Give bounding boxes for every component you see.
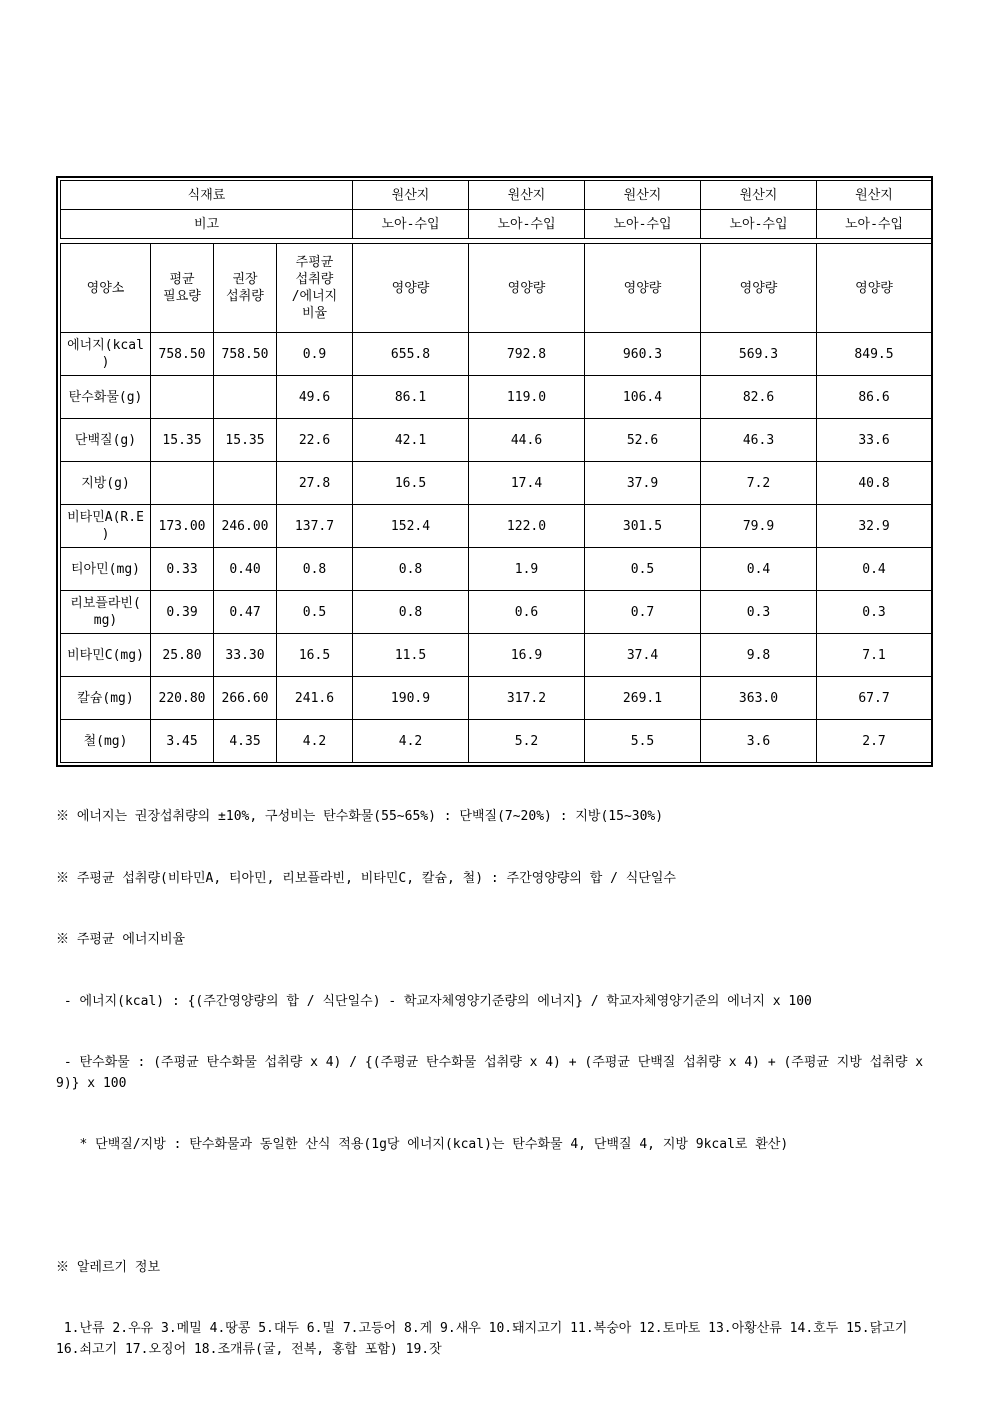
- nutrient-value: 17.4: [469, 462, 585, 505]
- nutrition-row: [61, 634, 932, 677]
- nutrient-value: 849.5: [817, 333, 932, 376]
- nutrition-row: [61, 333, 932, 376]
- nutrition-header-cell: 권장 섭취량: [214, 244, 277, 333]
- nutrient-value: 2.7: [817, 720, 932, 763]
- nutrient-name: 단백질(g): [61, 419, 151, 462]
- nutrient-value: 5.2: [469, 720, 585, 763]
- nutrient-value: 3.6: [701, 720, 817, 763]
- nutrient-value: 32.9: [817, 505, 932, 548]
- nutrient-value: 0.8: [277, 548, 353, 591]
- nutrition-row: [61, 376, 932, 419]
- nutrition-header-cell: 영양량: [353, 244, 469, 333]
- remarks-cell: 노아-수입: [353, 210, 469, 239]
- nutrient-value: 173.00: [151, 505, 214, 548]
- ingredient-label: 식재료: [61, 181, 353, 210]
- nutrient-value: 9.8: [701, 634, 817, 677]
- nutrient-value: 25.80: [151, 634, 214, 677]
- nutrient-value: 79.9: [701, 505, 817, 548]
- nutrient-value: 49.6: [277, 376, 353, 419]
- nutrient-value: 363.0: [701, 677, 817, 720]
- nutrition-row: [61, 591, 932, 634]
- nutrient-value: [214, 376, 277, 419]
- nutrient-value: 3.45: [151, 720, 214, 763]
- nutrient-value: 137.7: [277, 505, 353, 548]
- nutrient-value: 0.5: [277, 591, 353, 634]
- remarks-row: [61, 210, 932, 239]
- nutrient-value: 16.5: [277, 634, 353, 677]
- ingredient-row: [61, 181, 932, 210]
- nutrition-header-cell: 영양량: [585, 244, 701, 333]
- remarks-cell: 노아-수입: [585, 210, 701, 239]
- nutrient-value: 82.6: [701, 376, 817, 419]
- nutrient-value: 0.3: [701, 591, 817, 634]
- remarks-cell: 노아-수입: [469, 210, 585, 239]
- note-protein-fat: * 단백질/지방 : 탄수화물과 동일한 산식 적용(1g당 에너지(kcal)는 탄수화물 4, 단백질 4, 지방 9kcal로 환산): [56, 1137, 789, 1152]
- nutrient-value: 655.8: [353, 333, 469, 376]
- nutrient-value: 7.1: [817, 634, 932, 677]
- remarks-cell: 노아-수입: [701, 210, 817, 239]
- nutrient-name: 에너지(kcal ): [61, 333, 151, 376]
- nutrient-name: 리보플라빈( mg): [61, 591, 151, 634]
- nutrient-value: 0.8: [353, 591, 469, 634]
- nutrient-value: 960.3: [585, 333, 701, 376]
- origin-cell: 원산지: [353, 181, 469, 210]
- nutrient-value: 246.00: [214, 505, 277, 548]
- nutrition-row: [61, 720, 932, 763]
- nutrient-name: 비타민C(mg): [61, 634, 151, 677]
- nutrient-value: 269.1: [585, 677, 701, 720]
- nutrition-table: [60, 243, 932, 763]
- origin-cell: 원산지: [701, 181, 817, 210]
- nutrient-name: 철(mg): [61, 720, 151, 763]
- nutrient-value: 0.8: [353, 548, 469, 591]
- nutrient-value: 16.5: [353, 462, 469, 505]
- nutrient-value: 44.6: [469, 419, 585, 462]
- nutrient-value: 1.9: [469, 548, 585, 591]
- nutrition-row: [61, 462, 932, 505]
- nutrient-value: 317.2: [469, 677, 585, 720]
- nutrient-value: 758.50: [214, 333, 277, 376]
- nutrient-value: 0.3: [817, 591, 932, 634]
- notes-section: [56, 766, 936, 1381]
- nutrient-value: 33.6: [817, 419, 932, 462]
- nutrient-value: 0.4: [817, 548, 932, 591]
- nutrient-value: 7.2: [701, 462, 817, 505]
- nutrient-value: 5.5: [585, 720, 701, 763]
- origin-cell: 원산지: [817, 181, 932, 210]
- nutrient-value: 52.6: [585, 419, 701, 462]
- nutrient-value: 16.9: [469, 634, 585, 677]
- nutrient-name: 칼슘(mg): [61, 677, 151, 720]
- nutrient-value: 0.47: [214, 591, 277, 634]
- nutrient-value: 0.39: [151, 591, 214, 634]
- nutrient-name: 지방(g): [61, 462, 151, 505]
- nutrition-header-cell: 영양량: [701, 244, 817, 333]
- nutrient-value: 792.8: [469, 333, 585, 376]
- nutrient-value: 0.7: [585, 591, 701, 634]
- nutrition-header-cell: 영양소: [61, 244, 151, 333]
- nutrient-value: 220.80: [151, 677, 214, 720]
- nutrient-value: 86.6: [817, 376, 932, 419]
- note-carb-formula: - 탄수화물 : (주평균 탄수화물 섭취량 x 4) / {(주평균 탄수화물 섭취량 x 4) + (주평균 단백질 섭취량 x 4) + (주평균 지방 섭취량 x 9)} x 100: [56, 1055, 931, 1091]
- menu-table-frame: [56, 176, 933, 767]
- nutrient-value: 122.0: [469, 505, 585, 548]
- remarks-cell: 노아-수입: [817, 210, 932, 239]
- nutrient-value: [214, 462, 277, 505]
- nutrient-value: 0.9: [277, 333, 353, 376]
- nutrition-header-cell: 주평균 섭취량 /에너지 비율: [277, 244, 353, 333]
- nutrient-value: 40.8: [817, 462, 932, 505]
- nutrient-value: 569.3: [701, 333, 817, 376]
- nutrient-value: 266.60: [214, 677, 277, 720]
- nutrient-value: 86.1: [353, 376, 469, 419]
- nutrition-row: [61, 677, 932, 720]
- note-weekly-intake: ※ 주평균 섭취량(비타민A, 티아민, 리보플라빈, 비타민C, 칼슘, 철) : 주간영양량의 합 / 식단일수: [56, 870, 676, 886]
- nutrient-value: 42.1: [353, 419, 469, 462]
- nutrient-value: 4.2: [277, 720, 353, 763]
- nutrient-value: 11.5: [353, 634, 469, 677]
- nutrient-value: 33.30: [214, 634, 277, 677]
- nutrient-value: 241.6: [277, 677, 353, 720]
- note-energy-formula: - 에너지(kcal) : {(주간영양량의 합 / 식단일수) - 학교자체영양기준량의 에너지} / 학교자체영양기준의 에너지 x 100: [56, 993, 812, 1009]
- nutrient-value: 15.35: [214, 419, 277, 462]
- nutrient-value: 152.4: [353, 505, 469, 548]
- nutrient-value: 4.35: [214, 720, 277, 763]
- nutrient-value: 37.9: [585, 462, 701, 505]
- origin-cell: 원산지: [469, 181, 585, 210]
- nutrient-value: 119.0: [469, 376, 585, 419]
- nutrition-header-cell: 평균 필요량: [151, 244, 214, 333]
- origin-table: [60, 180, 932, 239]
- nutrient-value: 0.6: [469, 591, 585, 634]
- nutrient-value: 190.9: [353, 677, 469, 720]
- nutrient-value: 37.4: [585, 634, 701, 677]
- nutrient-value: [151, 462, 214, 505]
- nutrient-value: 46.3: [701, 419, 817, 462]
- nutrition-header-cell: 영양량: [469, 244, 585, 333]
- nutrient-value: 0.40: [214, 548, 277, 591]
- nutrient-value: [151, 376, 214, 419]
- nutrition-row: [61, 505, 932, 548]
- nutrient-name: 비타민A(R.E ): [61, 505, 151, 548]
- nutrient-value: 0.4: [701, 548, 817, 591]
- note-energy-ratio: ※ 에너지는 권장섭취량의 ±10%, 구성비는 탄수화물(55~65%) : 단백질(7~20%) : 지방(15~30%): [56, 809, 664, 824]
- nutrient-value: 0.33: [151, 548, 214, 591]
- note-energy-ratio-title: ※ 주평균 에너지비율: [56, 932, 186, 947]
- nutrition-row: [61, 419, 932, 462]
- nutrient-value: 15.35: [151, 419, 214, 462]
- nutrient-value: 0.5: [585, 548, 701, 591]
- nutrient-value: 4.2: [353, 720, 469, 763]
- allergy-list: 1.난류 2.우유 3.메밀 4.땅콩 5.대두 6.밀 7.고등어 8.게 9.새우 10.돼지고기 11.복숭아 12.토마토 13.아황산류 14.호두 15.닭고기 16.쇠고기 17.오징어 18.조개류(굴, 전복, 홍합 포함) 19.잣: [56, 1321, 916, 1357]
- remarks-label: 비고: [61, 210, 353, 239]
- allergy-title: ※ 알레르기 정보: [56, 1259, 161, 1275]
- nutrition-row: [61, 548, 932, 591]
- nutrient-value: 301.5: [585, 505, 701, 548]
- origin-cell: 원산지: [585, 181, 701, 210]
- nutrient-name: 탄수화물(g): [61, 376, 151, 419]
- nutrition-header-cell: 영양량: [817, 244, 932, 333]
- nutrient-name: 티아민(mg): [61, 548, 151, 591]
- nutrient-value: 67.7: [817, 677, 932, 720]
- nutrition-header-row: [61, 244, 932, 333]
- nutrient-value: 27.8: [277, 462, 353, 505]
- nutrient-value: 22.6: [277, 419, 353, 462]
- nutrient-value: 106.4: [585, 376, 701, 419]
- nutrient-value: 758.50: [151, 333, 214, 376]
